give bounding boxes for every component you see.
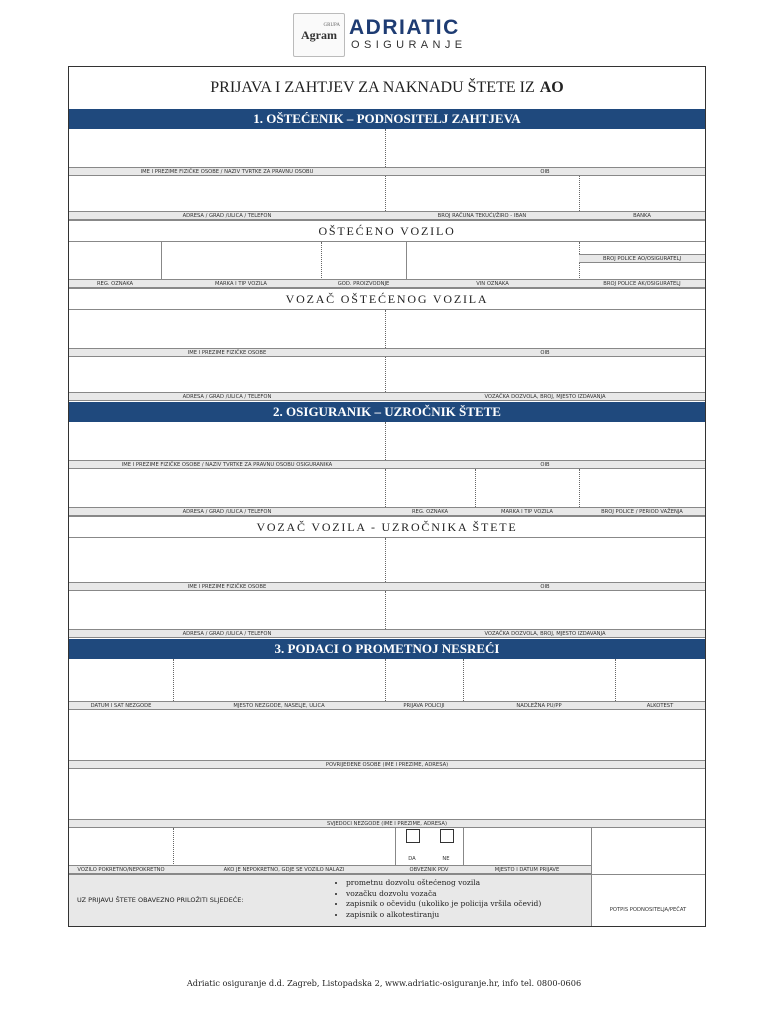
vehicle-make-field[interactable] — [161, 242, 321, 279]
label-cause-driver-oib: OIB — [385, 582, 705, 591]
divider — [385, 538, 386, 582]
cause-driver-title: VOZAČ VOZILA - UZROČNIKA ŠTETE — [69, 516, 705, 538]
divider — [385, 176, 386, 211]
section1-band: 1. OŠTEĆENIK – PODNOSITELJ ZAHTJEVA — [69, 109, 705, 129]
label-vehicle-location: AKO JE NEPOKRETNO, GDJE SE VOZILO NALAZI — [173, 865, 395, 874]
cause-driver-oib-field[interactable] — [385, 538, 705, 582]
brand-line1: ADRIATIC — [349, 16, 460, 39]
vehicle-reg-field[interactable] — [69, 242, 161, 279]
required-docs-label: UZ PRIJAVU ŠTETE OBAVEZNO PRILOŽITI SLJEDEĆE: — [77, 896, 244, 904]
label-ne: NE — [442, 856, 450, 862]
injured-driver-name-field[interactable] — [69, 310, 385, 348]
label-insured-make: MARKA I TIP VOZILA — [475, 507, 579, 516]
label-witnesses: SVJEDOCI NEZGODE (IME I PREZIME, ADRESA) — [69, 819, 705, 828]
label-insured-policy: BROJ POLICE / PERIOD VAŽENJA — [579, 507, 705, 516]
label-vehicle-mobile: VOZILO POKRETNO/NEPOKRETNO — [69, 865, 173, 874]
required-item: • vozačku dozvolu vozača — [346, 889, 591, 900]
cause-driver-name-field[interactable] — [69, 538, 385, 582]
label-address: ADRESA / GRAD /ULICA / TELEFON — [69, 211, 385, 220]
divider — [475, 469, 476, 507]
divider — [385, 422, 386, 460]
section2-band: 2. OSIGURANIK – UZROČNIK ŠTETE — [69, 402, 705, 422]
injured-iban-field[interactable] — [385, 176, 579, 211]
insured-address-field[interactable] — [69, 469, 385, 507]
police-report-field[interactable] — [385, 659, 463, 701]
brand-line2: OSIGURANJE — [351, 39, 467, 51]
divider — [463, 659, 464, 701]
witnesses-field[interactable] — [69, 769, 705, 819]
required-item: • prometnu dozvolu oštećenog vozila — [346, 878, 591, 889]
section3-band: 3. PODACI O PROMETNOJ NESREĆI — [69, 639, 705, 659]
vehicle-location-field[interactable] — [173, 828, 395, 865]
label-datetime: DATUM I SAT NEZGODE — [69, 701, 173, 710]
required-docs-list — [326, 878, 591, 920]
police-station-field[interactable] — [463, 659, 615, 701]
injured-address-field[interactable] — [69, 176, 385, 211]
label-iban: BROJ RAČUNA TEKUĆI/ŽIRO - IBAN — [385, 211, 579, 220]
label-da: DA — [408, 856, 416, 862]
divider — [385, 591, 386, 629]
injured-party-oib-field[interactable] — [385, 129, 705, 167]
signature-top-field[interactable] — [591, 828, 705, 874]
accident-datetime-field[interactable] — [69, 659, 173, 701]
vat-yes-checkbox[interactable] — [406, 829, 420, 843]
label-driver-license: VOZAČKA DOZVOLA, BROJ, MJESTO IZDAVANJA — [385, 392, 705, 401]
place-date-field[interactable] — [463, 828, 591, 865]
policy-ak-field[interactable] — [579, 262, 705, 279]
footer-text: Adriatic osiguranje d.d. Zagreb, Listopadska 2, www.adriatic-osiguranje.hr, info tel. 0800-0606 — [186, 978, 582, 988]
injured-driver-title: VOZAČ OŠTEĆENOG VOZILA — [69, 288, 705, 310]
injured-driver-license-field[interactable] — [385, 357, 705, 392]
label-bank: BANKA — [579, 211, 705, 220]
cause-driver-license-field[interactable] — [385, 591, 705, 629]
policy-ao-field[interactable] — [579, 242, 705, 254]
label-cause-driver-name: IME I PREZIME FIZIČKE OSOBE — [69, 582, 385, 591]
injured-persons-field[interactable] — [69, 710, 705, 760]
divider — [385, 659, 386, 701]
divider — [385, 469, 386, 507]
injured-driver-oib-field[interactable] — [385, 310, 705, 348]
insured-make-field[interactable] — [475, 469, 579, 507]
label-vat: OBVEZNIK PDV — [395, 865, 463, 874]
divider — [173, 659, 174, 701]
required-item: • zapisnik o alkotestiranju — [346, 910, 591, 921]
agram-logo — [293, 13, 345, 57]
insured-name-field[interactable] — [69, 422, 385, 460]
title-bold: AO — [539, 79, 564, 96]
label-driver-name: IME I PREZIME FIZIČKE OSOBE — [69, 348, 385, 357]
vehicle-mobile-field[interactable] — [69, 828, 173, 865]
logo-small-text: GRUPA — [323, 23, 340, 28]
label-signature: POTPIS PODNOSITELJA/PEČAT — [609, 907, 687, 913]
label-make: MARKA I TIP VOZILA — [161, 279, 321, 288]
injured-bank-field[interactable] — [579, 176, 705, 211]
label-vin: VIN OZNAKA — [406, 279, 579, 288]
cause-driver-address-field[interactable] — [69, 591, 385, 629]
label-driver-oib: OIB — [385, 348, 705, 357]
logo-text: Agram — [301, 27, 337, 42]
alcotest-field[interactable] — [615, 659, 705, 701]
brand-name — [349, 17, 467, 52]
injured-driver-address-field[interactable] — [69, 357, 385, 392]
accident-location-field[interactable] — [173, 659, 385, 701]
signature-field[interactable] — [591, 874, 705, 926]
label-policy-ao: BROJ POLICE AO/OSIGURATELJ — [579, 254, 705, 263]
insured-policy-field[interactable] — [579, 469, 705, 507]
insured-reg-field[interactable] — [385, 469, 475, 507]
divider — [615, 659, 616, 701]
vat-no-checkbox[interactable] — [440, 829, 454, 843]
divider — [385, 310, 386, 348]
damaged-vehicle-title: OŠTEĆENO VOZILO — [69, 220, 705, 242]
divider — [579, 469, 580, 507]
label-insured-oib: OIB — [385, 460, 705, 469]
label-injured-persons: POVRIJEĐENE OSOBE (IME I PREZIME, ADRESA) — [69, 760, 705, 769]
divider — [385, 129, 386, 167]
label-insured-address: ADRESA / GRAD /ULICA / TELEFON — [69, 507, 385, 516]
label-cause-driver-license: VOZAČKA DOZVOLA, BROJ, MJESTO IZDAVANJA — [385, 629, 705, 638]
title-text: PRIJAVA I ZAHTJEV ZA NAKNADU ŠTETE IZ — [210, 79, 535, 96]
label-reg: REG. OZNAKA — [69, 279, 161, 288]
label-alcotest: ALKOTEST — [615, 701, 705, 710]
label-policy-ak: BROJ POLICE AK/OSIGURATELJ — [579, 279, 705, 288]
vehicle-vin-field[interactable] — [406, 242, 579, 279]
required-item: • zapisnik o očevidu (ukoliko je policija vršila očevid) — [346, 899, 591, 910]
vehicle-year-field[interactable] — [321, 242, 406, 279]
label-oib: OIB — [385, 167, 705, 176]
label-cause-driver-address: ADRESA / GRAD /ULICA / TELEFON — [69, 629, 385, 638]
label-year: GOD. PROIZVODNJE — [321, 279, 406, 288]
insured-oib-field[interactable] — [385, 422, 705, 460]
divider — [385, 357, 386, 392]
divider — [579, 176, 580, 211]
label-location: MJESTO NEZGODE, NASELJE, ULICA — [173, 701, 385, 710]
label-place-date: MJESTO I DATUM PRIJAVE — [463, 865, 591, 874]
label-insured-name: IME I PREZIME FIZIČKE OSOBE / NAZIV TVRTKE ZA PRAVNU OSOBU OSIGURANIKA — [69, 460, 385, 469]
label-driver-address: ADRESA / GRAD /ULICA / TELEFON — [69, 392, 385, 401]
label-insured-reg: REG. OZNAKA — [385, 507, 475, 516]
label-police-station: NADLEŽNA PU/PP — [463, 701, 615, 710]
label-police-report: PRIJAVA POLICIJI — [385, 701, 463, 710]
claim-form — [68, 66, 706, 927]
injured-party-name-field[interactable] — [69, 129, 385, 167]
form-title — [69, 67, 705, 109]
label-name: IME I PREZIME FIZIČKE OSOBE / NAZIV TVRTKE ZA PRAVNU OSOBU — [69, 167, 385, 176]
